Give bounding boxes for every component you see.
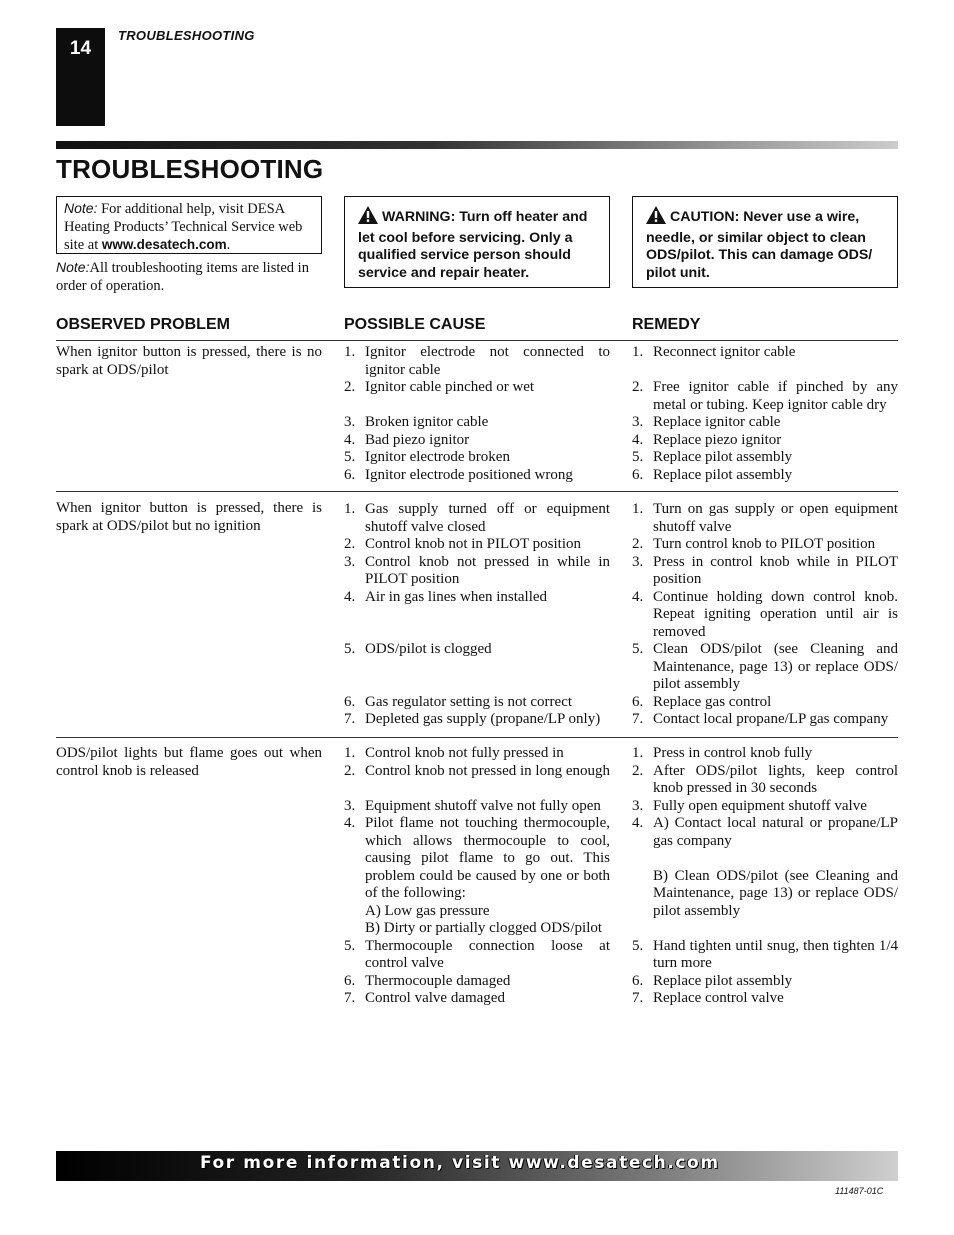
page-title: TROUBLESHOOTING [56,154,324,184]
page-number: 14 [56,28,105,126]
cause-item: 6. Thermocouple damaged [344,972,511,989]
remedy-item: 7. Contact local propane/LP gas company [632,711,889,727]
cause-item: 7. Depleted gas supply (propane/LP only) [344,711,601,727]
observed-problem: When ignitor button is pressed, there is spark at ODS/pilot but no ignition [56,500,322,534]
document-number: 111487-01C [835,1186,884,1196]
remedy-item: 3. Fully open equipment shutoff valve [632,797,867,814]
remedy-item: 1. Press in control knob fully [632,745,813,761]
header-rule [56,141,898,149]
remedy-item: 2. Free ignitor cable if pinched by any metal or tubing. Keep ignitor cable dry [632,379,898,413]
cause-item: 1. Ignitor electrode not connected to ignitor cable [344,344,610,378]
cause-item: 5. Ignitor electrode broken [344,449,510,465]
note-tail: . [226,237,231,253]
remedy-item: 1. Turn on gas supply or open equipment shutoff valve [632,501,898,535]
remedy-subitem: B) Clean ODS/pilot (see Cleaning and Maintenance, page 13) or replace ODS/ pilot assembly [653,867,898,919]
warning-icon [358,206,378,230]
running-head: TROUBLESHOOTING [118,28,255,43]
column-header-problem: OBSERVED PROBLEM [56,316,230,333]
remedy-item: 4. Replace piezo ignitor [632,431,782,448]
cause-item: 6. Gas regulator setting is not correct [344,693,573,710]
cause-item: 4. Pilot flame not touching thermocouple, which allows thermocouple to cool, causing pilot flame to go out. This problem could be caused by one or both of the following: [344,815,610,901]
cause-item: 1. Gas supply turned off or equipment shutoff valve closed [344,501,610,535]
observed-problem: When ignitor button is pressed, there is no spark at ODS/pilot [56,344,322,378]
order-note-text: All troubleshooting items are listed in order of operation. [56,260,309,294]
caution-icon [646,206,666,230]
table-divider [56,340,898,341]
remedy-item: 6. Replace gas control [632,693,772,710]
cause-item: 7. Control valve damaged [344,990,505,1006]
cause-item: 5. ODS/pilot is clogged [344,641,492,657]
cause-item: 3. Equipment shutoff valve not fully open [344,797,601,814]
cause-item: 1. Control knob not fully pressed in [344,745,564,761]
cause-item: 4. Bad piezo ignitor [344,431,470,448]
remedy-list [632,501,898,729]
remedy-item: 5. Clean ODS/pilot (see Cleaning and Maintenance, page 13) or replace ODS/ pilot assembly [632,641,898,692]
caution-text: CAUTION: Never use a wire, needle, or similar object to clean ODS/pilot. This can damage ODS/ pilot unit. [646,209,873,281]
remedy-item: 7. Replace control valve [632,990,784,1006]
remedy-item: 6. Replace pilot assembly [632,466,793,483]
website-link[interactable]: www.desatech.com [101,237,227,252]
cause-item: 3. Control knob not pressed in while in PILOT position [344,553,610,587]
order-note [56,259,326,295]
remedy-list [632,344,898,484]
cause-list [344,501,610,729]
caution-box [632,196,898,288]
remedy-item: 4. Continue holding down control knob. Repeat igniting operation until air is removed [632,588,898,640]
table-divider [56,491,898,492]
observed-problem: ODS/pilot lights but flame goes out when control knob is released [56,745,322,779]
cause-item: 5. Thermocouple connection loose at control valve [344,937,610,971]
remedy-item: 4. A) Contact local natural or propane/LP gas company [632,815,898,849]
cause-subitem: B) Dirty or partially clogged ODS/pilot [365,920,603,936]
cause-item: 2. Control knob not pressed in long enough [344,762,610,779]
remedy-item: 6. Replace pilot assembly [632,972,793,989]
cause-item: 6. Ignitor electrode positioned wrong [344,466,573,483]
cause-item: 2. Control knob not in PILOT position [344,536,581,552]
remedy-item: 5. Replace pilot assembly [632,449,793,465]
cause-list [344,745,610,1008]
column-header-cause: POSSIBLE CAUSE [344,316,486,333]
footer-website-text: For more information, visit www.desatech.com [200,1153,720,1173]
remedy-item: 1. Reconnect ignitor cable [632,344,796,360]
warning-box [344,196,610,288]
warning-text: WARNING: Turn off heater and let cool before servicing. Only a qualified service person should service and repair heater. [358,209,588,281]
note-box [56,196,322,254]
remedy-item: 3. Replace ignitor cable [632,414,781,430]
table-divider [56,737,898,738]
cause-item: 3. Broken ignitor cable [344,414,489,430]
column-header-remedy: REMEDY [632,316,701,333]
note-text: For additional help, visit DESA Heating Products’ Technical Service web site at [64,201,303,253]
note-label: Note: [64,200,98,216]
cause-list [344,344,610,484]
remedy-list [632,745,898,1008]
note-label: Note: [56,259,90,275]
remedy-item: 2. Turn control knob to PILOT position [632,536,876,552]
cause-item: 2. Ignitor cable pinched or wet [344,379,535,395]
remedy-item: 2. After ODS/pilot lights, keep control knob pressed in 30 seconds [632,762,898,796]
remedy-item: 5. Hand tighten until snug, then tighten 1/4 turn more [632,937,898,971]
cause-item: 4. Air in gas lines when installed [344,588,548,605]
remedy-item: 3. Press in control knob while in PILOT position [632,553,898,587]
cause-subitem: A) Low gas pressure [365,902,490,919]
